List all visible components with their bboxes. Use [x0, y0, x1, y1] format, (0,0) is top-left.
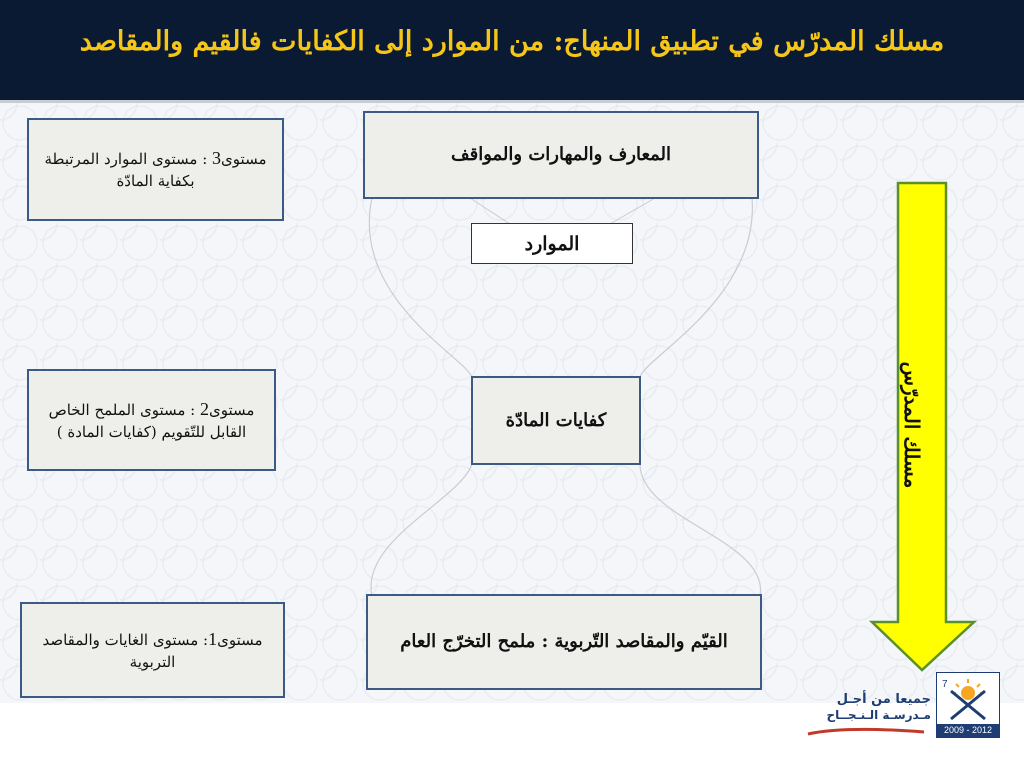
sun-star-icon: [937, 673, 999, 725]
logo-swoosh-icon: [806, 726, 926, 738]
page-title: مسلك المدرّس في تطبيق المنهاج: من الموارد إلى الكفايات فالقيم والمقاصد: [79, 26, 945, 57]
level-2-box: [27, 369, 276, 471]
arrow-label: مسلك المدرّس: [900, 361, 924, 489]
knowledge-skills-text: المعارف والمهارات والمواقف: [450, 144, 672, 165]
logo-digit: 7: [942, 679, 948, 690]
competencies-text: كفايات المادّة: [505, 409, 607, 431]
level-1-text: مستوى1: مستوى الغايات والمقاصد التربوية: [42, 628, 263, 671]
hourglass-inner-lines: [470, 198, 655, 224]
values-goals-box: [366, 594, 762, 690]
competencies-box: [471, 376, 641, 465]
level-3-text: مستوى3 : مستوى الموارد المرتبطة بكفاية المادّة: [44, 148, 267, 190]
logo-emblem: [936, 672, 1000, 738]
logo-line-2: مـدرسـة الـنـجــاح: [826, 708, 931, 722]
level-2-text: مستوى2 : مستوى الملمح الخاص القابل للتّقويم (كفايات المادة ): [48, 398, 255, 441]
level-3-box: [27, 118, 284, 221]
resources-box: [471, 223, 633, 264]
logo-years: 2009 - 2012: [937, 724, 999, 737]
logo-line-1: جميعا من أجـل: [836, 692, 931, 707]
level-1-box: [20, 602, 285, 698]
hourglass-right-curve: [640, 198, 761, 596]
hourglass-left-curve: [369, 198, 472, 596]
values-goals-text: القيّم والمقاصد التّربوية : ملمح التخرّج العام: [400, 631, 728, 652]
knowledge-skills-box: [363, 111, 759, 199]
school-logo: [800, 672, 1005, 738]
resources-text: الموارد: [524, 232, 580, 255]
